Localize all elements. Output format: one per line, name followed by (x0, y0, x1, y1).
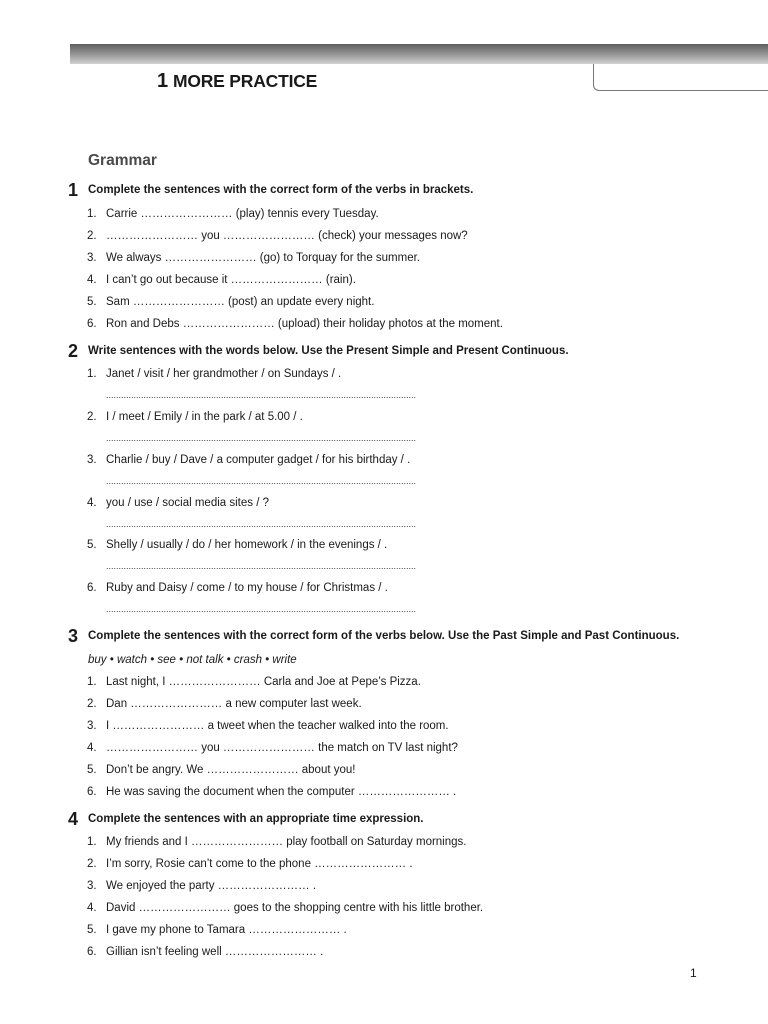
answer-line[interactable]: ............................................................................................................................ (106, 433, 417, 443)
item-text: Dan …………………… a new computer last week. (106, 698, 362, 710)
item-number: 6. (87, 318, 97, 330)
item-text: I / meet / Emily / in the park / at 5.00 / . (106, 411, 303, 423)
item-number: 2. (87, 230, 97, 242)
item-number: 4. (87, 902, 97, 914)
item-number: 4. (87, 274, 97, 286)
answer-line[interactable]: ............................................................................................................................ (106, 390, 417, 400)
item-text: Don’t be angry. We …………………… about you! (106, 764, 356, 776)
item-number: 1. (87, 368, 97, 380)
item-text: Sam …………………… (post) an update every night. (106, 296, 375, 308)
item-text: Last night, I …………………… Carla and Joe at Pepe’s Pizza. (106, 676, 421, 688)
item-text: Janet / visit / her grandmother / on Sundays / . (106, 368, 342, 380)
item-number: 1. (87, 676, 97, 688)
page-number: 1 (690, 966, 697, 980)
answer-line[interactable]: ............................................................................................................................ (106, 604, 417, 614)
exercise-number: 2 (68, 341, 79, 361)
header-bar (70, 44, 768, 64)
item-number: 5. (87, 539, 97, 551)
answer-line[interactable]: ............................................................................................................................ (106, 561, 417, 571)
item-text: Charlie / buy / Dave / a computer gadget / for his birthday / . (106, 454, 411, 466)
item-number: 1. (87, 208, 97, 220)
item-number: 4. (87, 742, 97, 754)
exercise-instruction: Complete the sentences with the correct form of the verbs in brackets. (88, 184, 474, 196)
exercise-instruction: Complete the sentences with an appropriate time expression. (88, 813, 424, 825)
item-number: 5. (87, 296, 97, 308)
item-text: We always …………………… (go) to Torquay for the summer. (106, 252, 420, 264)
exercise-number: 3 (68, 626, 79, 646)
exercise-instruction: Complete the sentences with the correct form of the verbs below. Use the Past Simple and Past Continuous. (88, 630, 680, 642)
item-number: 2. (87, 698, 97, 710)
item-text: Gillian isn’t feeling well …………………… . (106, 946, 324, 958)
unit-title-text: MORE PRACTICE (172, 71, 318, 91)
item-text: you / use / social media sites / ? (106, 497, 269, 509)
item-number: 5. (87, 924, 97, 936)
exercise-number: 1 (68, 180, 79, 200)
name-box (593, 64, 768, 91)
item-text: David …………………… goes to the shopping centre with his little brother. (106, 902, 484, 914)
item-number: 2. (87, 858, 97, 870)
answer-line[interactable]: ............................................................................................................................ (106, 519, 417, 529)
item-text: I’m sorry, Rosie can’t come to the phone …………………… . (106, 858, 413, 870)
item-number: 6. (87, 786, 97, 798)
item-number: 3. (87, 454, 97, 466)
unit-number: 1 (157, 70, 168, 92)
item-text: Ron and Debs …………………… (upload) their holiday photos at the moment. (106, 318, 503, 330)
item-number: 4. (87, 497, 97, 509)
item-number: 3. (87, 252, 97, 264)
word-box: buy • watch • see • not talk • crash • write (88, 654, 297, 666)
item-number: 5. (87, 764, 97, 776)
answer-line[interactable]: ............................................................................................................................ (106, 476, 417, 486)
exercise-number: 4 (68, 809, 79, 829)
item-number: 6. (87, 946, 97, 958)
item-number: 2. (87, 411, 97, 423)
exercise-instruction: Write sentences with the words below. Use the Present Simple and Present Continuous. (88, 345, 569, 357)
page-title (157, 70, 317, 93)
item-text: …………………… you …………………… the match on TV last night? (106, 742, 458, 754)
item-text: …………………… you …………………… (check) your messages now? (106, 230, 468, 242)
item-number: 6. (87, 582, 97, 594)
item-text: My friends and I …………………… play football on Saturday mornings. (106, 836, 467, 848)
item-text: Carrie …………………… (play) tennis every Tuesday. (106, 208, 379, 220)
item-number: 1. (87, 836, 97, 848)
item-number: 3. (87, 720, 97, 732)
section-title: Grammar (88, 152, 157, 169)
item-text: He was saving the document when the computer …………………… . (106, 786, 457, 798)
item-text: I gave my phone to Tamara …………………… . (106, 924, 347, 936)
item-text: I can’t go out because it …………………… (rain). (106, 274, 356, 286)
item-text: We enjoyed the party …………………… . (106, 880, 317, 892)
item-number: 3. (87, 880, 97, 892)
item-text: Shelly / usually / do / her homework / in the evenings / . (106, 539, 388, 551)
item-text: Ruby and Daisy / come / to my house / for Christmas / . (106, 582, 388, 594)
item-text: I …………………… a tweet when the teacher walked into the room. (106, 720, 449, 732)
